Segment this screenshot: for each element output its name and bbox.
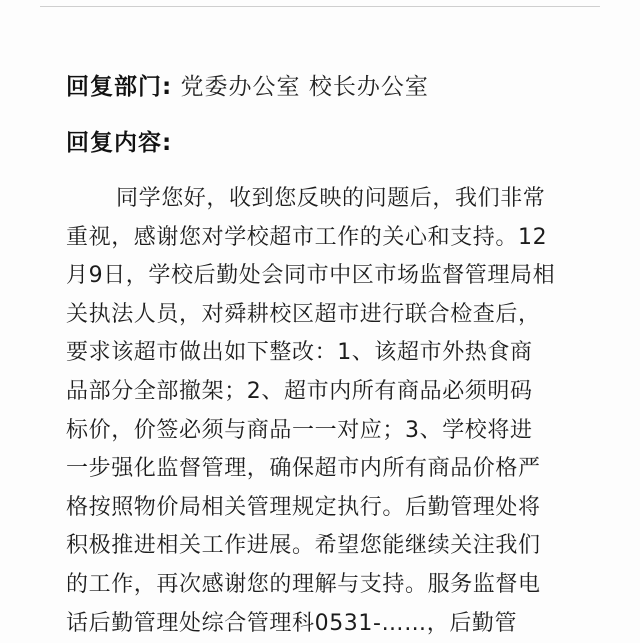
- body-line: 积极推进相关工作进展。希望您能继续关注我们: [66, 533, 541, 559]
- body-line: 格按照物价局相关管理规定执行。后勤管理处将: [66, 494, 541, 520]
- reply-department-label: 回复部门:: [66, 74, 173, 100]
- body-line: 同学您好，收到您反映的问题后，我们非常: [116, 186, 546, 211]
- reply-department-value: 党委办公室 校长办公室: [180, 74, 429, 100]
- body-line: 要求该超市做出如下整改：1、该超市外热食商: [66, 340, 533, 366]
- body-line: 重视，感谢您对学校超市工作的关心和支持。12: [66, 224, 548, 250]
- body-line: 关执法人员，对舜耕校区超市进行联合检查后，: [66, 301, 541, 327]
- body-line: 品部分全部撤架；2、超市内所有商品必须明码: [66, 378, 533, 404]
- body-line: 的工作，再次感谢您的理解与支持。服务监督电: [66, 571, 541, 597]
- reply-content-label: 回复内容:: [66, 130, 173, 156]
- body-line: 一步强化监督管理，确保超市内所有商品价格严: [66, 456, 541, 482]
- reply-content-row: [66, 124, 172, 157]
- body-line: 话后勤管理处综合管理科0531-……，后勤管: [66, 610, 518, 636]
- top-divider: [40, 6, 600, 7]
- reply-body: [66, 180, 606, 643]
- reply-department-row: [66, 68, 429, 101]
- body-line: 标价，价签必须与商品一一对应；3、学校将进: [66, 417, 533, 443]
- body-line: 月9日，学校后勤处会同市中区市场监督管理局相: [66, 263, 556, 289]
